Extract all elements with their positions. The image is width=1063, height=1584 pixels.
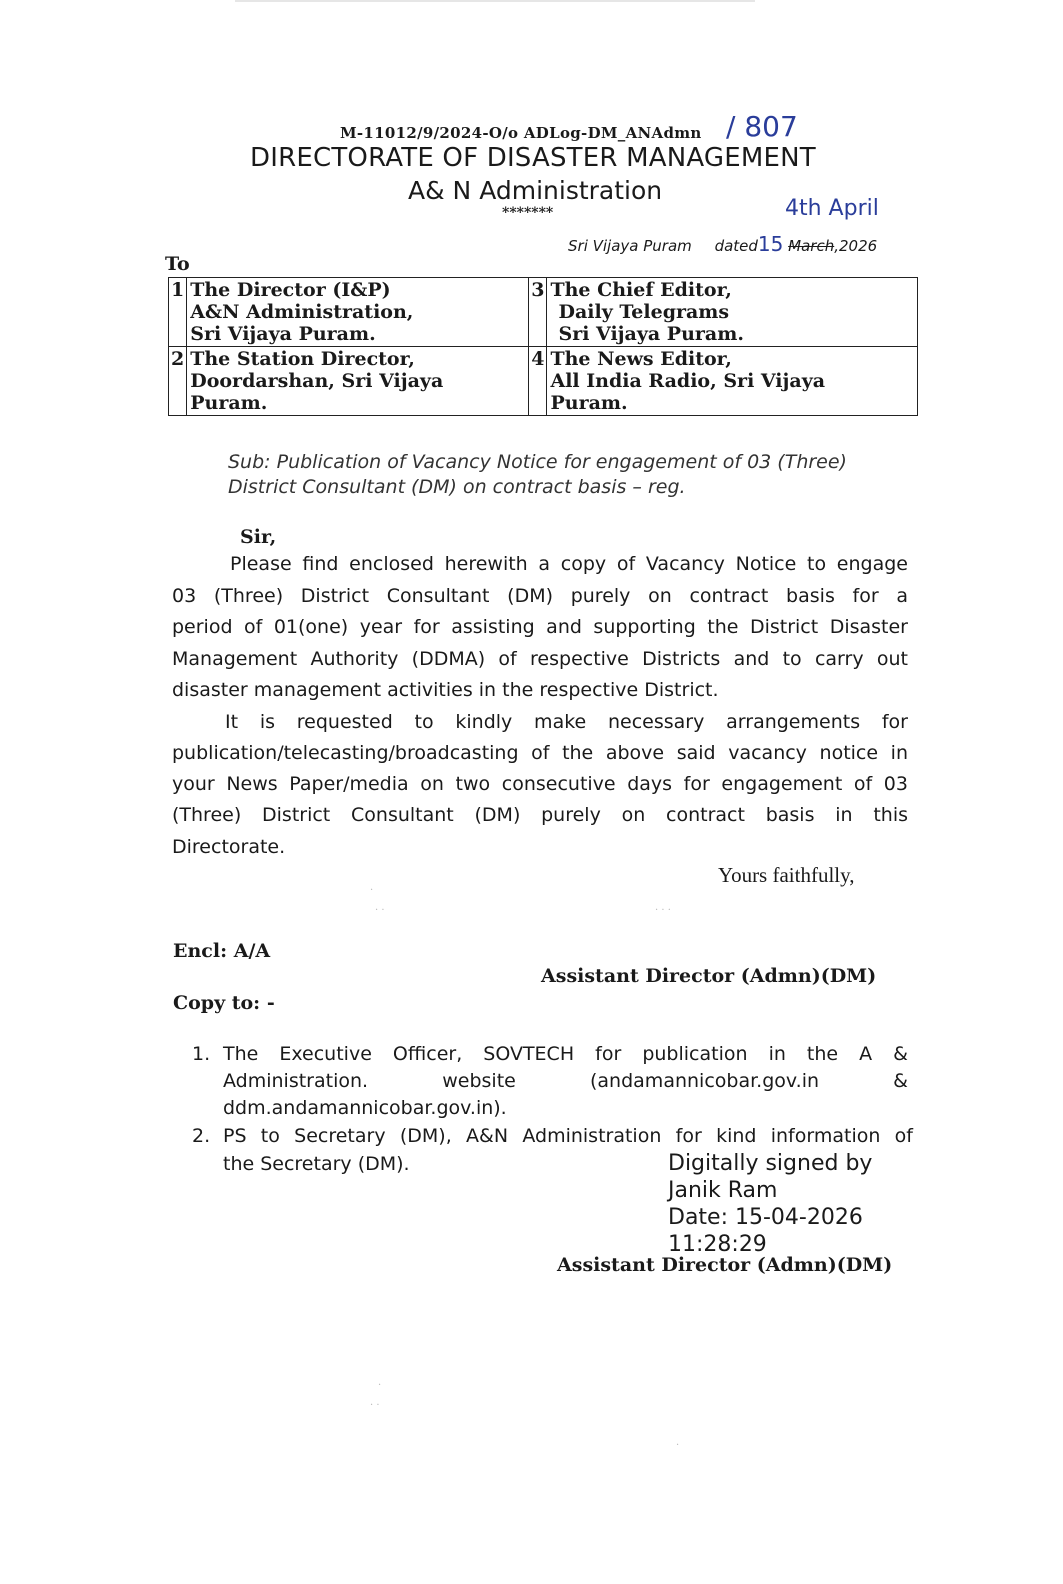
year: ,2026 [834, 237, 878, 255]
to-label: To [165, 253, 190, 275]
para1-line: 03 (Three) District Consultant (DM) purely on contract basis for a [172, 585, 908, 607]
para2-line: (Three) District Consultant (DM) purely on contract basis in this [172, 804, 908, 826]
para2-line: publication/telecasting/broadcasting of the above said vacancy notice in [172, 742, 908, 764]
recipient-cell [547, 347, 918, 416]
recipient-line: The News Editor, [550, 348, 732, 370]
scan-speck: · [370, 885, 374, 896]
enclosure: Encl: A/A [173, 940, 271, 962]
scan-speck: · [676, 1440, 680, 1451]
recipients-table [168, 277, 918, 416]
recipient-number: 3 [529, 278, 547, 347]
document-subtitle: A& N Administration [408, 176, 663, 205]
recipient-number: 2 [169, 347, 187, 416]
scan-speck: · · [375, 905, 385, 916]
signature-line: 11:28:29 [668, 1232, 767, 1257]
digital-signature [668, 1150, 872, 1258]
subject-line-2: District Consultant (DM) on contract basis – reg. [228, 476, 686, 498]
handwritten-date-correction: 4th April [785, 196, 879, 221]
para1-line: disaster management activities in the respective District. [172, 679, 719, 701]
recipient-line: Sri Vijaya Puram. [190, 323, 376, 345]
recipient-number: 1 [169, 278, 187, 347]
recipient-line: A&N Administration, [190, 301, 414, 323]
recipient-line: Sri Vijaya Puram. [558, 323, 744, 345]
closing: Yours faithfully, [718, 863, 855, 887]
para2-line: It is requested to kindly make necessary arrangements for [225, 711, 908, 733]
signature-line: Date: 15-04-2026 [668, 1205, 863, 1230]
dated-label: dated [714, 237, 758, 255]
copy-item-number: 1. [192, 1043, 211, 1065]
handwritten-number: / 807 [726, 110, 798, 143]
document-title: DIRECTORATE OF DISASTER MANAGEMENT [250, 143, 816, 173]
recipient-line: All India Radio, Sri Vijaya [550, 370, 826, 392]
subject-label: Sub: [228, 451, 271, 473]
place: Sri Vijaya Puram [568, 237, 692, 255]
table-row [169, 347, 918, 416]
handwritten-day: 15 [757, 232, 784, 256]
recipient-line: Puram. [190, 392, 268, 414]
recipient-line: Daily Telegrams [558, 301, 730, 323]
recipient-line: The Director (I&P) [190, 279, 391, 301]
scan-speck: · · [370, 1400, 380, 1411]
recipient-cell [547, 278, 918, 347]
file-number: M-11012/9/2024-O/o ADLog-DM_ANAdmn [340, 124, 702, 142]
recipient-line: The Station Director, [190, 348, 415, 370]
recipient-cell [187, 347, 529, 416]
copy-item-number: 2. [192, 1125, 211, 1147]
signature-line: Janik Ram [668, 1178, 778, 1203]
signatory: Assistant Director (Admn)(DM) [541, 965, 877, 987]
signatory-footer: Assistant Director (Admn)(DM) [557, 1254, 893, 1276]
table-row [169, 278, 918, 347]
para1-line: Please find enclosed herewith a copy of Vacancy Notice to engage [230, 553, 908, 575]
para2-line: Directorate. [172, 836, 286, 858]
copy-to-label: Copy to: - [173, 992, 275, 1014]
para2-line: your News Paper/media on two consecutive days for engagement of 03 [172, 773, 908, 795]
subject-block [228, 451, 847, 473]
recipient-line: Doordarshan, Sri Vijaya [190, 370, 444, 392]
recipient-number: 4 [529, 347, 547, 416]
scan-speck: · [378, 1380, 382, 1391]
place-line [568, 232, 877, 256]
separator-stars: ******* [502, 205, 554, 221]
recipient-cell [187, 278, 529, 347]
copy-item-line: The Executive Officer, SOVTECH for publication in the A & [223, 1043, 908, 1065]
signature-line: Digitally signed by [668, 1151, 873, 1176]
salutation: Sir, [240, 526, 277, 548]
subject-line-1: Publication of Vacancy Notice for engagement of 03 (Three) [276, 451, 847, 473]
copy-item-line: the Secretary (DM). [223, 1153, 410, 1175]
struck-month: March [788, 237, 835, 255]
para1-line: period of 01(one) year for assisting and supporting the District Disaster [172, 616, 908, 638]
copy-item-line: ddm.andamannicobar.gov.in). [223, 1097, 507, 1119]
copy-item-line: Administration. website (andamannicobar.gov.in & [223, 1070, 908, 1092]
scan-edge [235, 0, 755, 2]
para1-line: Management Authority (DDMA) of respective Districts and to carry out [172, 648, 908, 670]
scan-speck: · · · [655, 905, 671, 916]
copy-item-line: PS to Secretary (DM), A&N Administration for kind information of [223, 1125, 913, 1147]
recipient-line: The Chief Editor, [550, 279, 732, 301]
recipient-line: Puram. [550, 392, 628, 414]
